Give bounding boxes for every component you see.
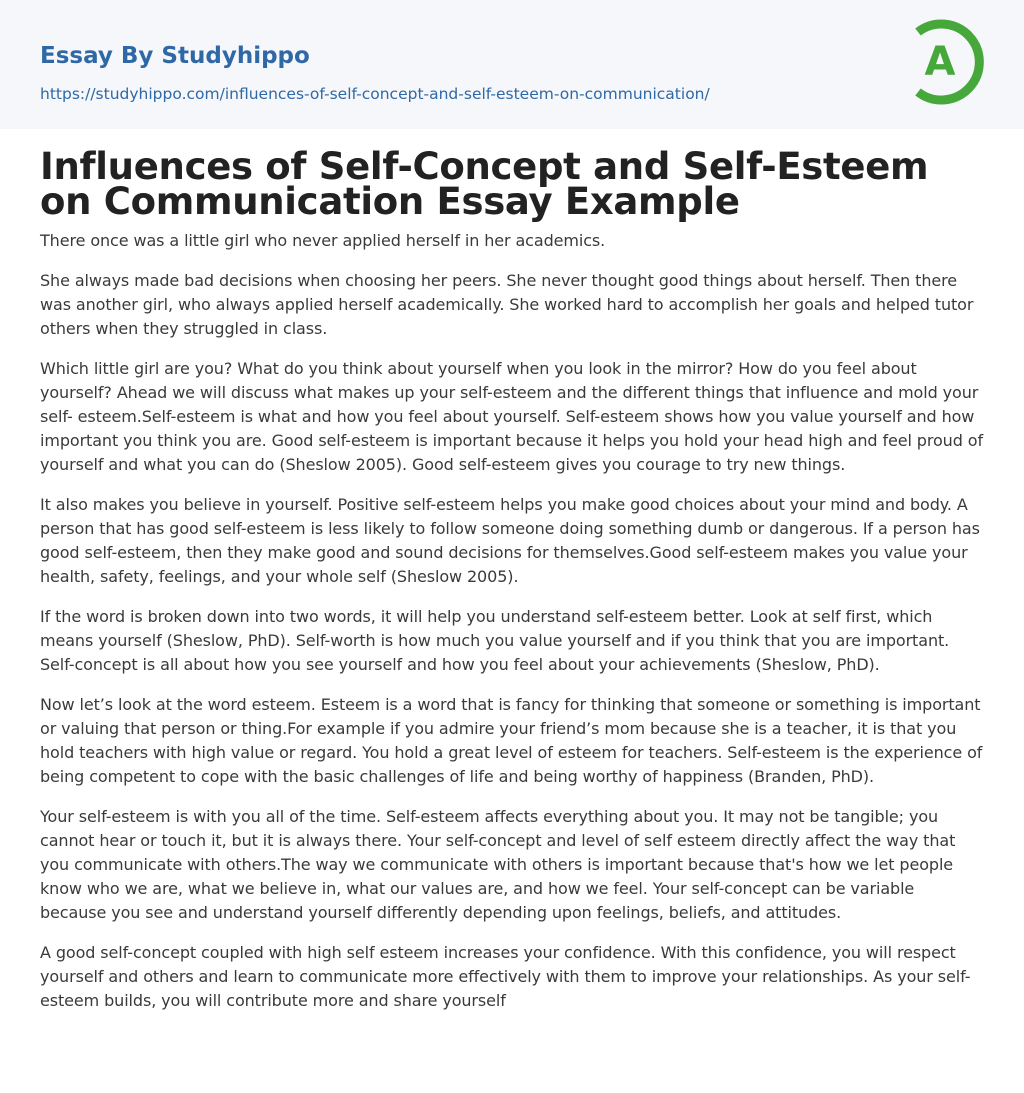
article-paragraph: There once was a little girl who never applied herself in her academics.: [40, 231, 606, 250]
article-paragraph: She always made bad decisions when choosing her peers. She never thought good things about herself. Then there was another girl, who always applied herself academically. She worked hard to accomplish her goals and helped tutor others when they struggled in class.: [40, 271, 974, 338]
site-header: [0, 0, 1024, 129]
article-paragraph: Now let’s look at the word esteem. Esteem is a word that is fancy for thinking that someone or something is important or valuing that person or thing.For example if you admire your friend’s mom because she is a teacher, it is that you hold teachers with high value or regard. You hold a great level of esteem for teachers. Self-esteem is the experience of being competent to cope with the basic challenges of life and being worthy of happiness (Branden, PhD).: [40, 695, 983, 786]
article-paragraph: If the word is broken down into two words, it will help you understand self-esteem better. Look at self first, which means yourself (Sheslow, PhD). Self-worth is how much you value yourself and if you think that you are important. Self-concept is all about how you see yourself and how you feel about your achievements (Sheslow, PhD).: [40, 607, 950, 674]
article-title: Influences of Self-Concept and Self-Esteem on Communication Essay Example: [40, 145, 929, 223]
studyhippo-logo-icon[interactable]: [908, 18, 988, 106]
article-paragraph: It also makes you believe in yourself. Positive self-esteem helps you make good choices about your mind and body. A person that has good self-esteem is less likely to follow someone doing something dumb or dangerous. If a person has good self-esteem, then they make good and sound decisions for themselves.Good self-esteem makes you value your health, safety, feelings, and your whole self (Sheslow 2005).: [40, 495, 980, 586]
logo-letter: A: [924, 39, 956, 85]
article-paragraph: Which little girl are you? What do you think about yourself when you look in the mirror? How do you feel about yourself? Ahead we will discuss what makes up your self-esteem and the different things that influence and mold your self- esteem.Self-esteem is what and how you feel about yourself. Self-esteem shows how you value yourself and how important you think you are. Good self-esteem is important because it helps you hold your head high and feel proud of yourself and what you can do (Sheslow 2005). Good self-esteem gives you courage to try new things.: [40, 359, 983, 474]
article: [0, 129, 1024, 1013]
source-url-link[interactable]: https://studyhippo.com/influences-of-self-concept-and-self-esteem-on-communication/: [40, 85, 710, 103]
site-name: Essay By Studyhippo: [40, 43, 310, 69]
article-paragraph: Your self-esteem is with you all of the time. Self-esteem affects everything about you. It may not be tangible; you cannot hear or touch it, but it is always there. Your self-concept and level of self esteem directly affect the way that you communicate with others.The way we communicate with others is important because that's how we let people know who we are, what we believe in, what our values are, and how we feel. Your self-concept can be variable because you see and understand yourself differently depending upon feelings, beliefs, and attitudes.: [40, 807, 956, 922]
article-paragraph: A good self-concept coupled with high self esteem increases your confidence. With this confidence, you will respect yourself and others and learn to communicate more effectively with them to improve your relationships. As your self-esteem builds, you will contribute more and share yourself: [40, 943, 971, 1010]
